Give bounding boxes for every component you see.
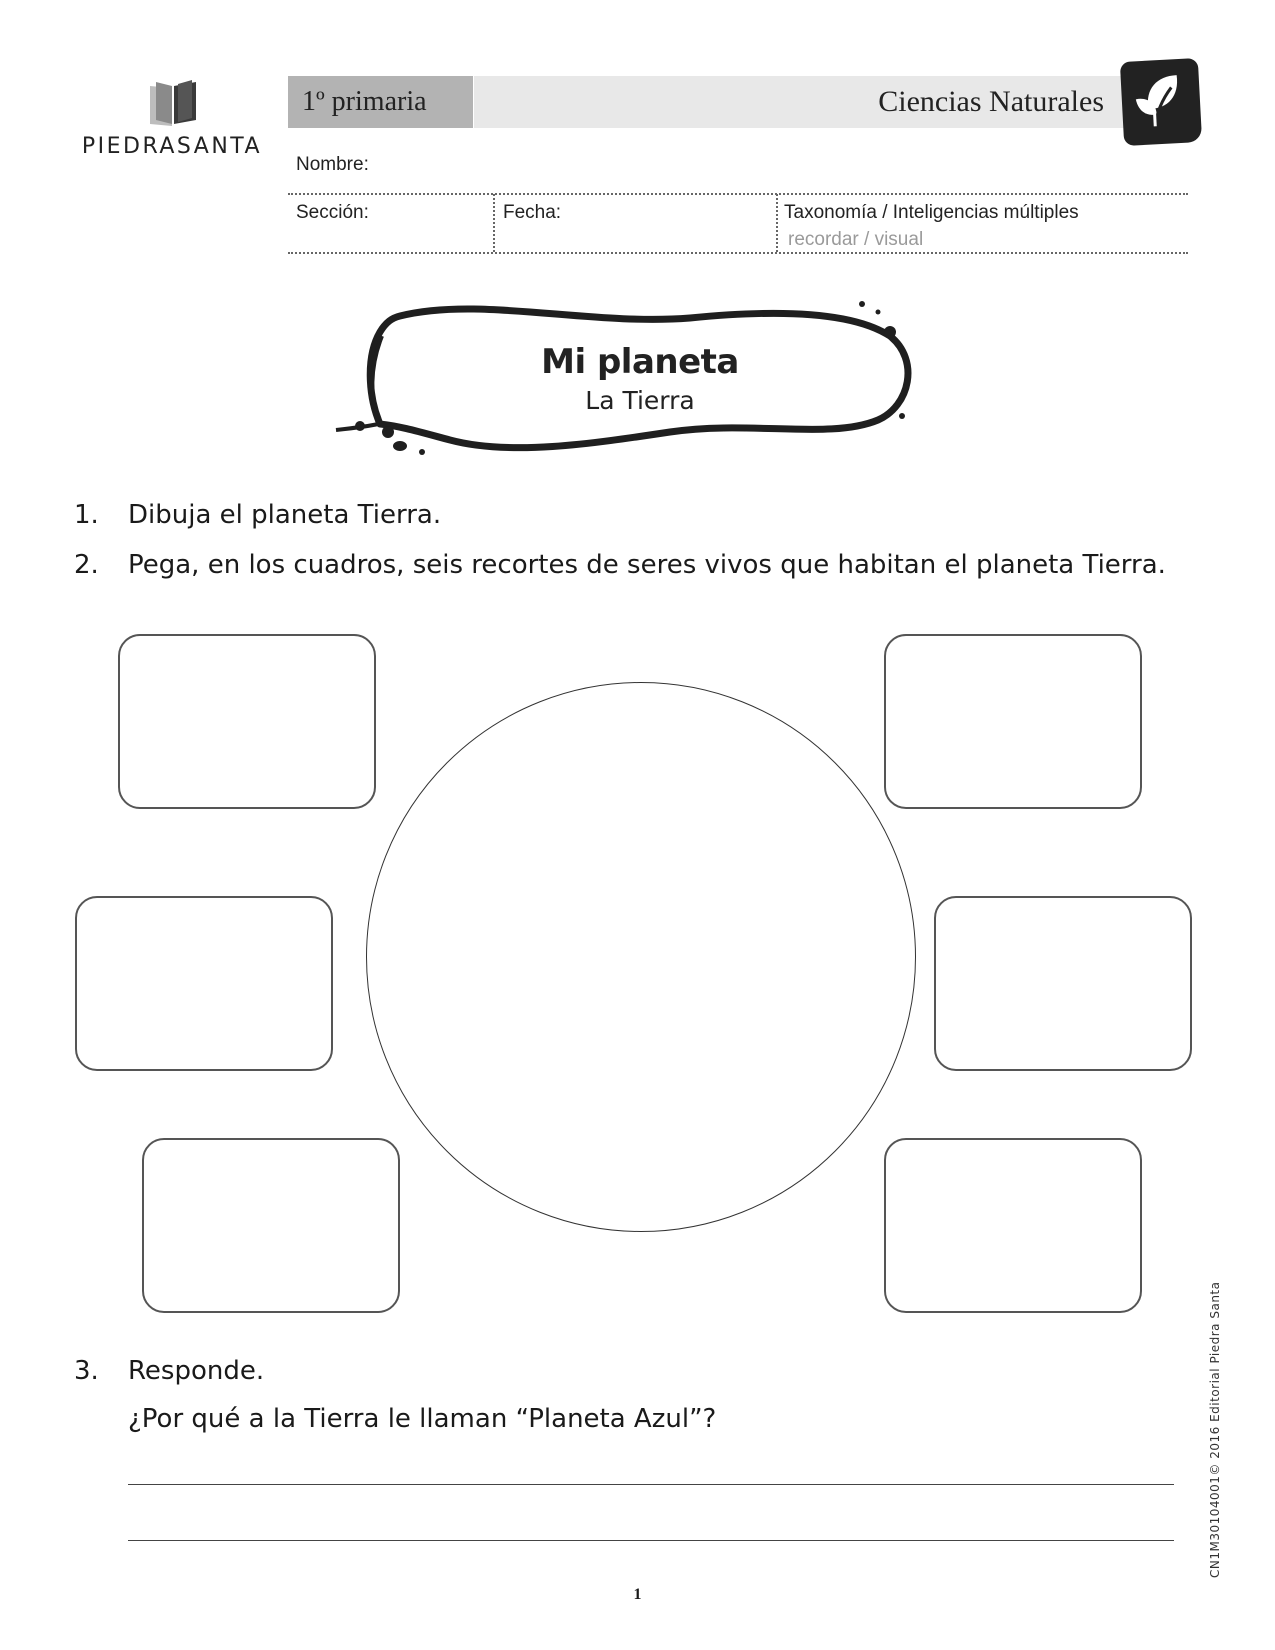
answer-line[interactable] [128,1484,1174,1485]
paste-box[interactable] [75,896,333,1071]
leaf-badge [1120,58,1202,146]
divider [288,252,1188,254]
paste-box[interactable] [142,1138,400,1313]
worksheet-subtitle: La Tierra [585,386,695,415]
copyright-code: CN1M30104001© 2016 Editorial Piedra Santa [1208,1281,1222,1578]
divider [288,193,1188,195]
paste-box[interactable] [934,896,1192,1071]
paste-box[interactable] [884,634,1142,809]
fecha-label: Fecha: [503,202,562,223]
instruction-text: Pega, en los cuadros, seis recortes de seres vivos que habitan el planeta Tierra. [128,550,1166,580]
nombre-label: Nombre: [296,154,369,175]
instruction-number: 3. [74,1356,99,1386]
divider [776,194,778,252]
grade-label: 1º primaria [288,76,473,128]
taxonomia-label: Taxonomía / Inteligencias múltiples [784,202,1079,223]
worksheet-title: Mi planeta [541,342,739,382]
instruction-number: 2. [74,550,99,580]
title-banner [330,296,950,466]
logo-text: PIEDRASANTA [81,134,263,159]
book-icon [146,80,200,128]
page-number: 1 [633,1586,642,1603]
planet-drawing-circle[interactable] [366,682,916,1232]
instruction-text: Dibuja el planeta Tierra. [128,500,442,530]
taxonomia-values: recordar / visual [788,229,924,250]
instruction-number: 1. [74,500,99,530]
paste-box[interactable] [884,1138,1142,1313]
paste-box[interactable] [118,634,376,809]
seccion-label: Sección: [296,202,369,223]
leaf-icon [1126,66,1195,135]
instruction-text: Responde. [128,1356,265,1386]
question-text: ¿Por qué a la Tierra le llaman “Planeta Azul”? [128,1404,717,1434]
answer-line[interactable] [128,1540,1174,1541]
divider [493,194,495,252]
subject-label: Ciencias Naturales [474,76,1124,128]
publisher-logo [72,72,272,162]
